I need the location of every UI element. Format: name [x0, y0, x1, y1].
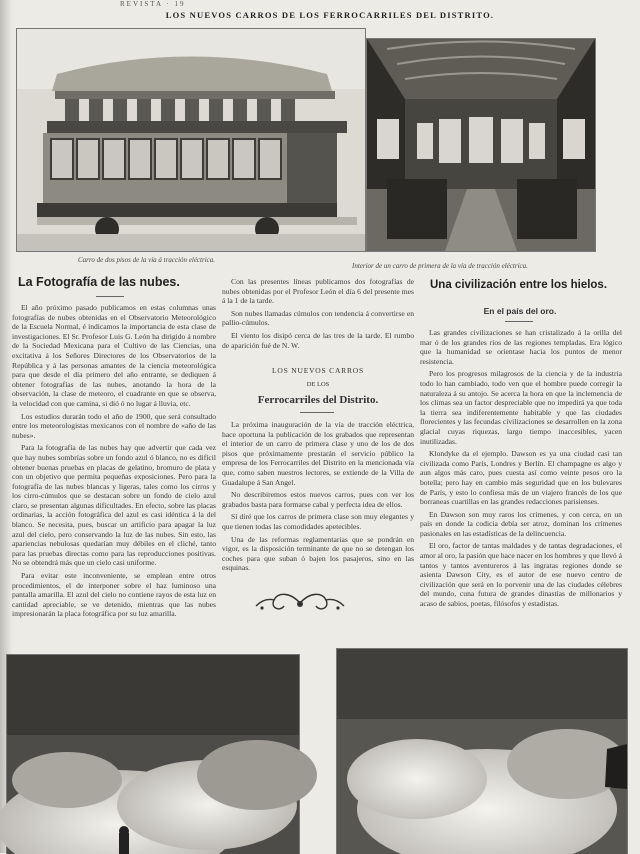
top-fragment: [120, 0, 600, 10]
tram-article-title: Ferrocarriles del Distrito.: [257, 394, 379, 406]
tram-article-paragraph: Sí diré que los carros de primera clase son muy elegantes y que tienen todas las comodidades apetecibles.: [222, 512, 414, 531]
article-ice-title: Una civilización entre los hielos.: [430, 279, 608, 291]
article-ice-paragraph: Las grandes civilizaciones se han cristalizado á la orilla del mar ó de los grandes ríos de las regiones templadas. Era lógico que la humanidad se orientase hacia los puntos de menor resistencia.: [420, 328, 622, 366]
tram-article-kicker-small: DE LOS: [306, 381, 330, 388]
article-clouds-rule: [96, 296, 124, 297]
running-title: LOS NUEVOS CARROS DE LOS FERROCARRILES DEL DISTRITO.: [165, 10, 495, 20]
article-clouds-paragraph: El año próximo pasado publicamos en estas columnas unas fotografías de nubes obtenidas en el Observatorio Meteorológico de la Escuela Normal, é indicamos la importancia de esta clase de investigaciones. El Sr. Profesor Luis G. León ha dirigido á nombre de la Sociedad Mexicana para el Cultivo de las Ciencias, una excitativa á los Señores Directores de los Observatorios de la República y á las personas amantes de la ciencia meteorológica para que desde el día primero del año entrante, se dediquen á obtener fotografías de las nubes, anotando la hora de la observación, la clase de meteoro, el cuadrante en que se observa, la velocidad con que camina, si dió ó no lugar á lluvia, etc.: [12, 303, 216, 408]
cloud-photo-right-illustration: [337, 649, 627, 854]
cloud-photo-left-illustration: [7, 655, 299, 854]
article-ice-paragraph: En Dawson son muy raros los crímenes, y con cerca, en un país en donde la codicia debía ser atroz, dominan los crímenes pasionales en las estadísticas de la delincuencia.: [420, 509, 622, 538]
cloud-photo-left: [6, 654, 300, 854]
article-ice-paragraph: Klondyke da el ejemplo. Dawson es ya una ciudad casi tan civilizada como París, Londres y Berlín. El champagne es algo y aun algos más caro, pues cuesta así como veinte pesos oro la botella; pero hay en cambio más seguridad que en los bulevares de París, y esto lo confiesa más de un viajero francés de los que borraneas cuartillas en las grandes redacciones parisienses.: [420, 449, 622, 507]
tram-article-kicker: LOS NUEVOS CARROS: [272, 366, 364, 375]
tram-interior-photo: [366, 38, 596, 252]
article-ice-paragraph: El oro, factor de tantas maldades y de tantas degradaciones, el amor al oro, la pasión que hace nacer en los hombres y que llevó á tantos y tantos aventureros á las ingratas regiones donde se asienta Dawson City, es el autor de ese nuevo centro de civilización que será en lo porvenir una de las ciudades célebres del mundo, cuna futura de grandes dinastías de millonarios y acaso de sabios, poetas, filósofos y estadistas.: [420, 541, 622, 609]
tram-article-rule: [300, 412, 334, 413]
article-clouds-title: La Fotografía de las nubes.: [18, 275, 180, 289]
tram-exterior-illustration: [17, 29, 365, 251]
tram-interior-illustration: [367, 39, 595, 251]
article-ice-body: [420, 328, 622, 650]
article-ice-rule: [505, 321, 533, 322]
tram-article-body: [222, 420, 414, 588]
article-ice-subtitle: En el país del oro.: [483, 306, 557, 316]
tram-article-paragraph: La próxima inauguración de la vía de tracción eléctrica, hace oportuna la publicación de los grabados que representan el interior de un carro de primera clase y uno de los de dos pisos que próximamente prestarán el servicio público la empresa de los Ferrocarriles del Distrito en la mencionada vía que, como saben nuestros lectores, se extiende de la Villa de Guadalupe á San Angel.: [222, 420, 414, 487]
tram-exterior-photo: [16, 28, 366, 252]
fleuron-ornament-icon: [250, 590, 350, 616]
caption-tram-interior: Interior de un carro de primera de la vía de tracción eléctrica.: [352, 262, 528, 270]
article-ice-paragraph: Pero los progresos milagrosos de la ciencia y de la industria todo lo han cambiado, todo ven que el hombre puede corregir la naturaleza á su antojo. Se acerca la hora en que la inclemencia de los climas sea un factor despreciable que no impedirá ya que toda la tierra sea indiferentemente habitable y que las ciudades florecientes y las fecundas civilizaciones se desarrollen en la zona glacial cuyas riquezas, largo tiempo inaccesibles, yacen inutilizadas.: [420, 369, 622, 446]
clouds-note-body: [222, 277, 414, 350]
article-clouds-body: [12, 303, 216, 651]
clouds-note-paragraph: El viento los disipó cerca de las tres de la tarde. El rumbo de aparición fué de N. W.: [222, 330, 414, 350]
clouds-note-paragraph: Son nubes llamadas cúmulos con tendencia á convertirse en pallio-cúmulos.: [222, 308, 414, 328]
caption-tram-exterior: Carro de dos pisos de la vía á tracción eléctrica.: [78, 256, 215, 264]
article-clouds-paragraph: Para evitar este inconveniente, se emplean entre otros procedimientos, el de interponer sobre el haz luminoso una pantalla amarilla. El azul del cielo no contiene rayos de esta luz en cantidad apreciable, se ve detenido, mientras que las nubes impresionarán la placa fotográfica por su luz amarilla.: [12, 571, 216, 619]
clouds-note-paragraph: Con las presentes líneas publicamos dos fotografías de nubes obtenidas por el Profesor León el día 6 del presente mes á la 1 de la tarde.: [222, 277, 414, 306]
article-clouds-paragraph: Para la fotografía de las nubes hay que advertir que cada vez que hay nubes sombrías sobre un fondo azul ó blanco, no es difícil obtener buenas pruebas en placas de gelatino, bromuro de plata y con un objetivo que permita pequeñas exposiciones. Pero para la fotografía de las nubes blancas y ligeras, tales como los cirros y los cirro-cúmulos que se destacan sobre un fondo de cielo azul claro, se presentan algunas dificultades. En efecto, sobre las placas ordinarias, la acción fotográfica del azul es casi idéntica á la del blanco. Se necesita, pues, buscar un artificio para apagar la luz azul del cielo, pero conservando la luz de las nubes. Sin esto, las apariencias nebulosas quedarían muy débiles en el cliché, tanto para las pruebas directas como para las reproducciones positivas. No se obtendrá más que un cielo casi uniforme.: [12, 443, 216, 568]
top-fragment-text: REVISTA · 19: [120, 0, 186, 8]
article-clouds-paragraph: Los estudios durarán todo el año de 1900, que será consultado entre los meteorologistas mexicanos con el nombre de «año de las nubes».: [12, 411, 216, 440]
tram-article-paragraph: Una de las reformas reglamentarias que se pondrán en vigor, es la disposición terminante de que no se detengan los coches para que suban ó bajen los pasajeros, sino en las esquinas.: [222, 534, 414, 573]
cloud-photo-right: [336, 648, 628, 854]
tram-article-paragraph: No describiremos estos nuevos carros, pues con ver los grabados basta para formarse cabal y perfecta idea de ellos.: [222, 490, 414, 509]
